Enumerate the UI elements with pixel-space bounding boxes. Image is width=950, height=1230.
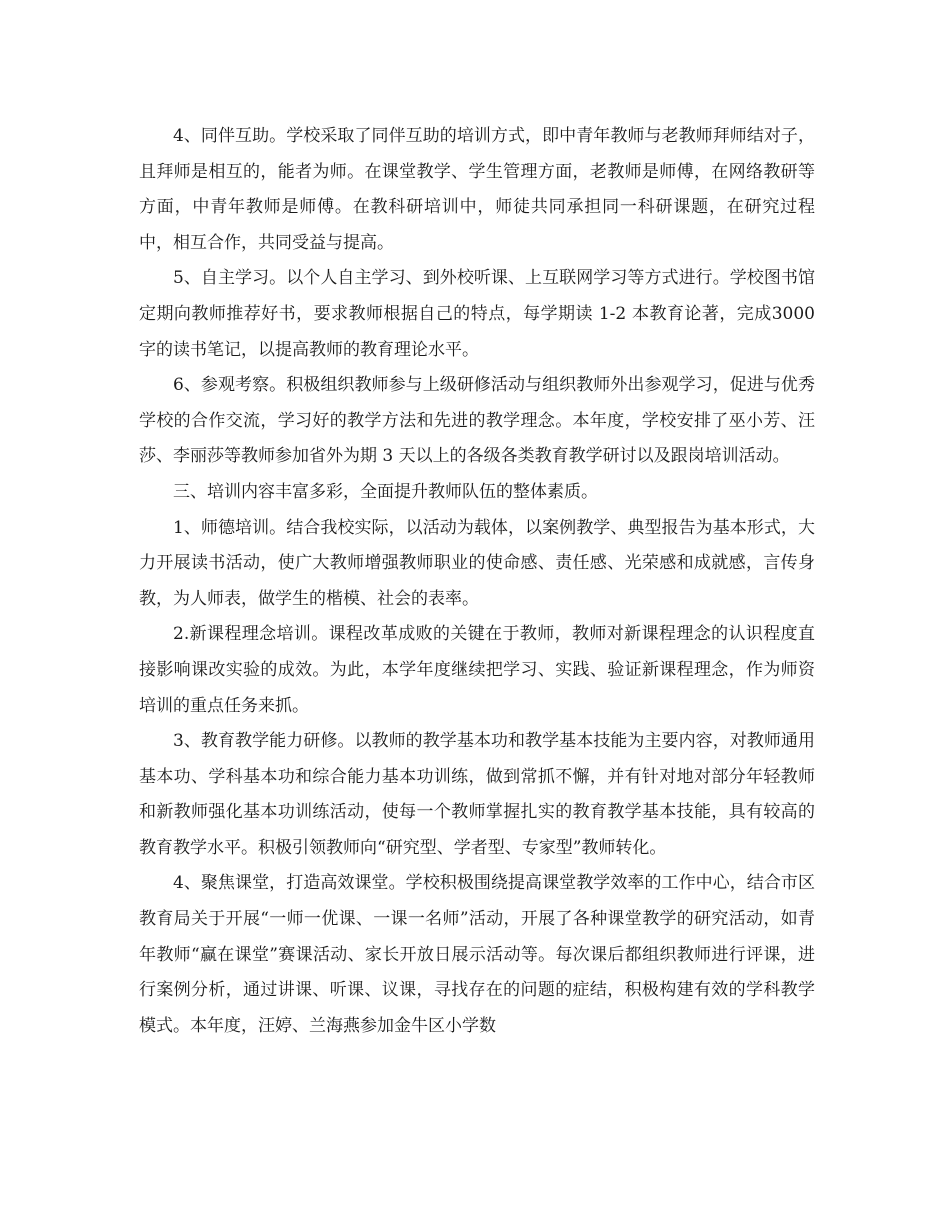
- paragraph-new-curriculum-training: 2.新课程理念培训。课程改革成败的关键在于教师，教师对新课程理念的认识程度直接影响课改实验的成效。为此，本学年度继续把学习、实践、验证新课程理念，作为师资培训的重点任务来抓。: [139, 624, 815, 716]
- paragraph-efficient-classroom: 4、聚焦课堂，打造高效课堂。学校积极围绕提高课堂教学效率的工作中心，结合市区教育局关于开展“一师一优课、一课一名师”活动，开展了各种课堂教学的研究活动，如青年教师“赢在课堂”赛课活动、家长开放日展示活动等。每次课后都组织教师进行评课，进行案例分析，通过讲课、听课、议课，寻找存在的问题的症结，积极构建有效的学科教学模式。本年度，汪婷、兰海燕参加金牛区小学数: [139, 873, 815, 1036]
- paragraph-self-study: 5、自主学习。以个人自主学习、到外校听课、上互联网学习等方式进行。学校图书馆定期向教师推荐好书，要求教师根据自己的特点，每学期读 1-2 本教育论著，完成3000字的读书笔记，以提高教师的教育理论水平。: [139, 268, 815, 360]
- paragraph-peer-mutual-aid: 4、同伴互助。学校采取了同伴互助的培训方式，即中青年教师与老教师拜师结对子，且拜师是相互的，能者为师。在课堂教学、学生管理方面，老教师是师傅，在网络教研等方面，中青年教师是师傅。在教科研培训中，师徒共同承担同一科研课题，在研究过程中，相互合作，共同受益与提高。: [139, 126, 815, 253]
- paragraph-teaching-ability: 3、教育教学能力研修。以教师的教学基本功和教学基本技能为主要内容，对教师通用基本功、学科基本功和综合能力基本功训练，做到常抓不懈，并有针对地对部分年轻教师和新教师强化基本功训练活动，使每一个教师掌握扎实的教育教学基本技能，具有较高的教育教学水平。积极引领教师向“研究型、学者型、专家型”教师转化。: [139, 731, 815, 858]
- paragraph-ethics-training: 1、师德培训。结合我校实际，以活动为载体，以案例教学、典型报告为基本形式，大力开展读书活动，使广大教师增强教师职业的使命感、责任感、光荣感和成就感，言传身教，为人师表，做学生的楷模、社会的表率。: [139, 517, 815, 609]
- document-body: [139, 119, 815, 1044]
- paragraph-site-visits: 6、参观考察。积极组织教师参与上级研修活动与组织教师外出参观学习，促进与优秀学校的合作交流，学习好的教学方法和先进的教学理念。本年度，学校安排了巫小芳、汪莎、李丽莎等教师参加省外为期 3 天以上的各级各类教育教学研讨以及跟岗培训活动。: [139, 375, 815, 467]
- section-heading-training-content: 三、培训内容丰富多彩，全面提升教师队伍的整体素质。: [173, 481, 598, 502]
